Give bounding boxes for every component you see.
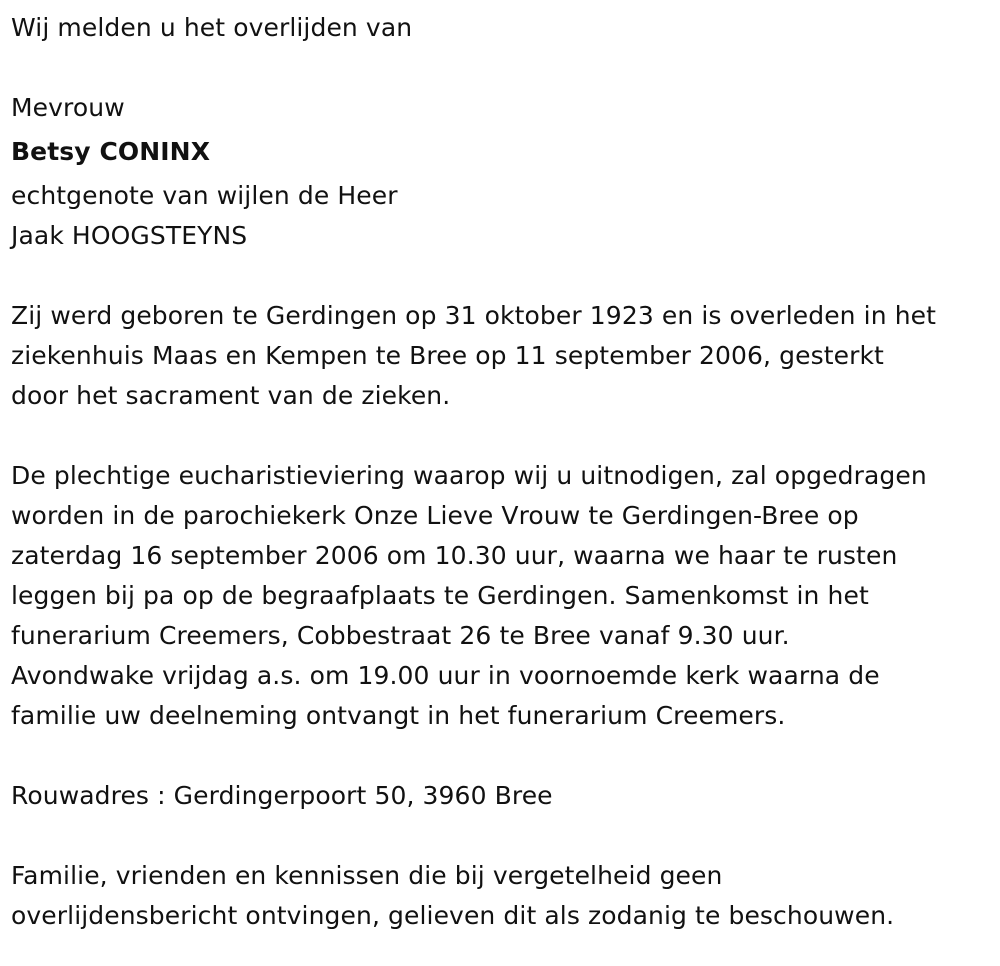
paragraph-line: worden in de parochiekerk Onze Lieve Vrouw te Gerdingen-Bree op xyxy=(11,501,859,530)
paragraph-line: ziekenhuis Maas en Kempen te Bree op 11 september 2006, gesterkt xyxy=(11,341,884,370)
paragraph-line: door het sacrament van de zieken. xyxy=(11,381,451,410)
death-notice xyxy=(11,8,986,936)
paragraph-line: funerarium Creemers, Cobbestraat 26 te Bree vanaf 9.30 uur. xyxy=(11,621,790,650)
paragraph-line: De plechtige eucharistieviering waarop wij u uitnodigen, zal opgedragen xyxy=(11,461,927,490)
ceremony-paragraph xyxy=(11,456,986,736)
title-text: Mevrouw xyxy=(11,93,125,122)
paragraph-line: Familie, vrienden en kennissen die bij vergetelheid geen xyxy=(11,861,723,890)
paragraph-line: overlijdensbericht ontvingen, gelieven dit als zodanig te beschouwen. xyxy=(11,901,895,930)
closing-paragraph xyxy=(11,856,986,936)
paragraph-line: familie uw deelneming ontvangt in het funerarium Creemers. xyxy=(11,701,786,730)
spacer xyxy=(11,736,986,776)
deceased-name: Betsy CONINX xyxy=(11,137,211,166)
birth-death-paragraph xyxy=(11,296,986,416)
spouse-label: echtgenote van wijlen de Heer xyxy=(11,181,398,210)
spouse-name: Jaak HOOGSTEYNS xyxy=(11,221,248,250)
spacer xyxy=(11,256,986,296)
paragraph-line: Avondwake vrijdag a.s. om 19.00 uur in voornoemde kerk waarna de xyxy=(11,661,880,690)
intro-text: Wij melden u het overlijden van xyxy=(11,13,413,42)
spacer xyxy=(11,48,986,88)
spacer xyxy=(11,416,986,456)
paragraph-line: leggen bij pa op de begraafplaats te Gerdingen. Samenkomst in het xyxy=(11,581,869,610)
paragraph-line: zaterdag 16 september 2006 om 10.30 uur, waarna we haar te rusten xyxy=(11,541,898,570)
mourning-address: Rouwadres : Gerdingerpoort 50, 3960 Bree xyxy=(11,781,553,810)
spacer xyxy=(11,816,986,856)
paragraph-line: Zij werd geboren te Gerdingen op 31 oktober 1923 en is overleden in het xyxy=(11,301,937,330)
